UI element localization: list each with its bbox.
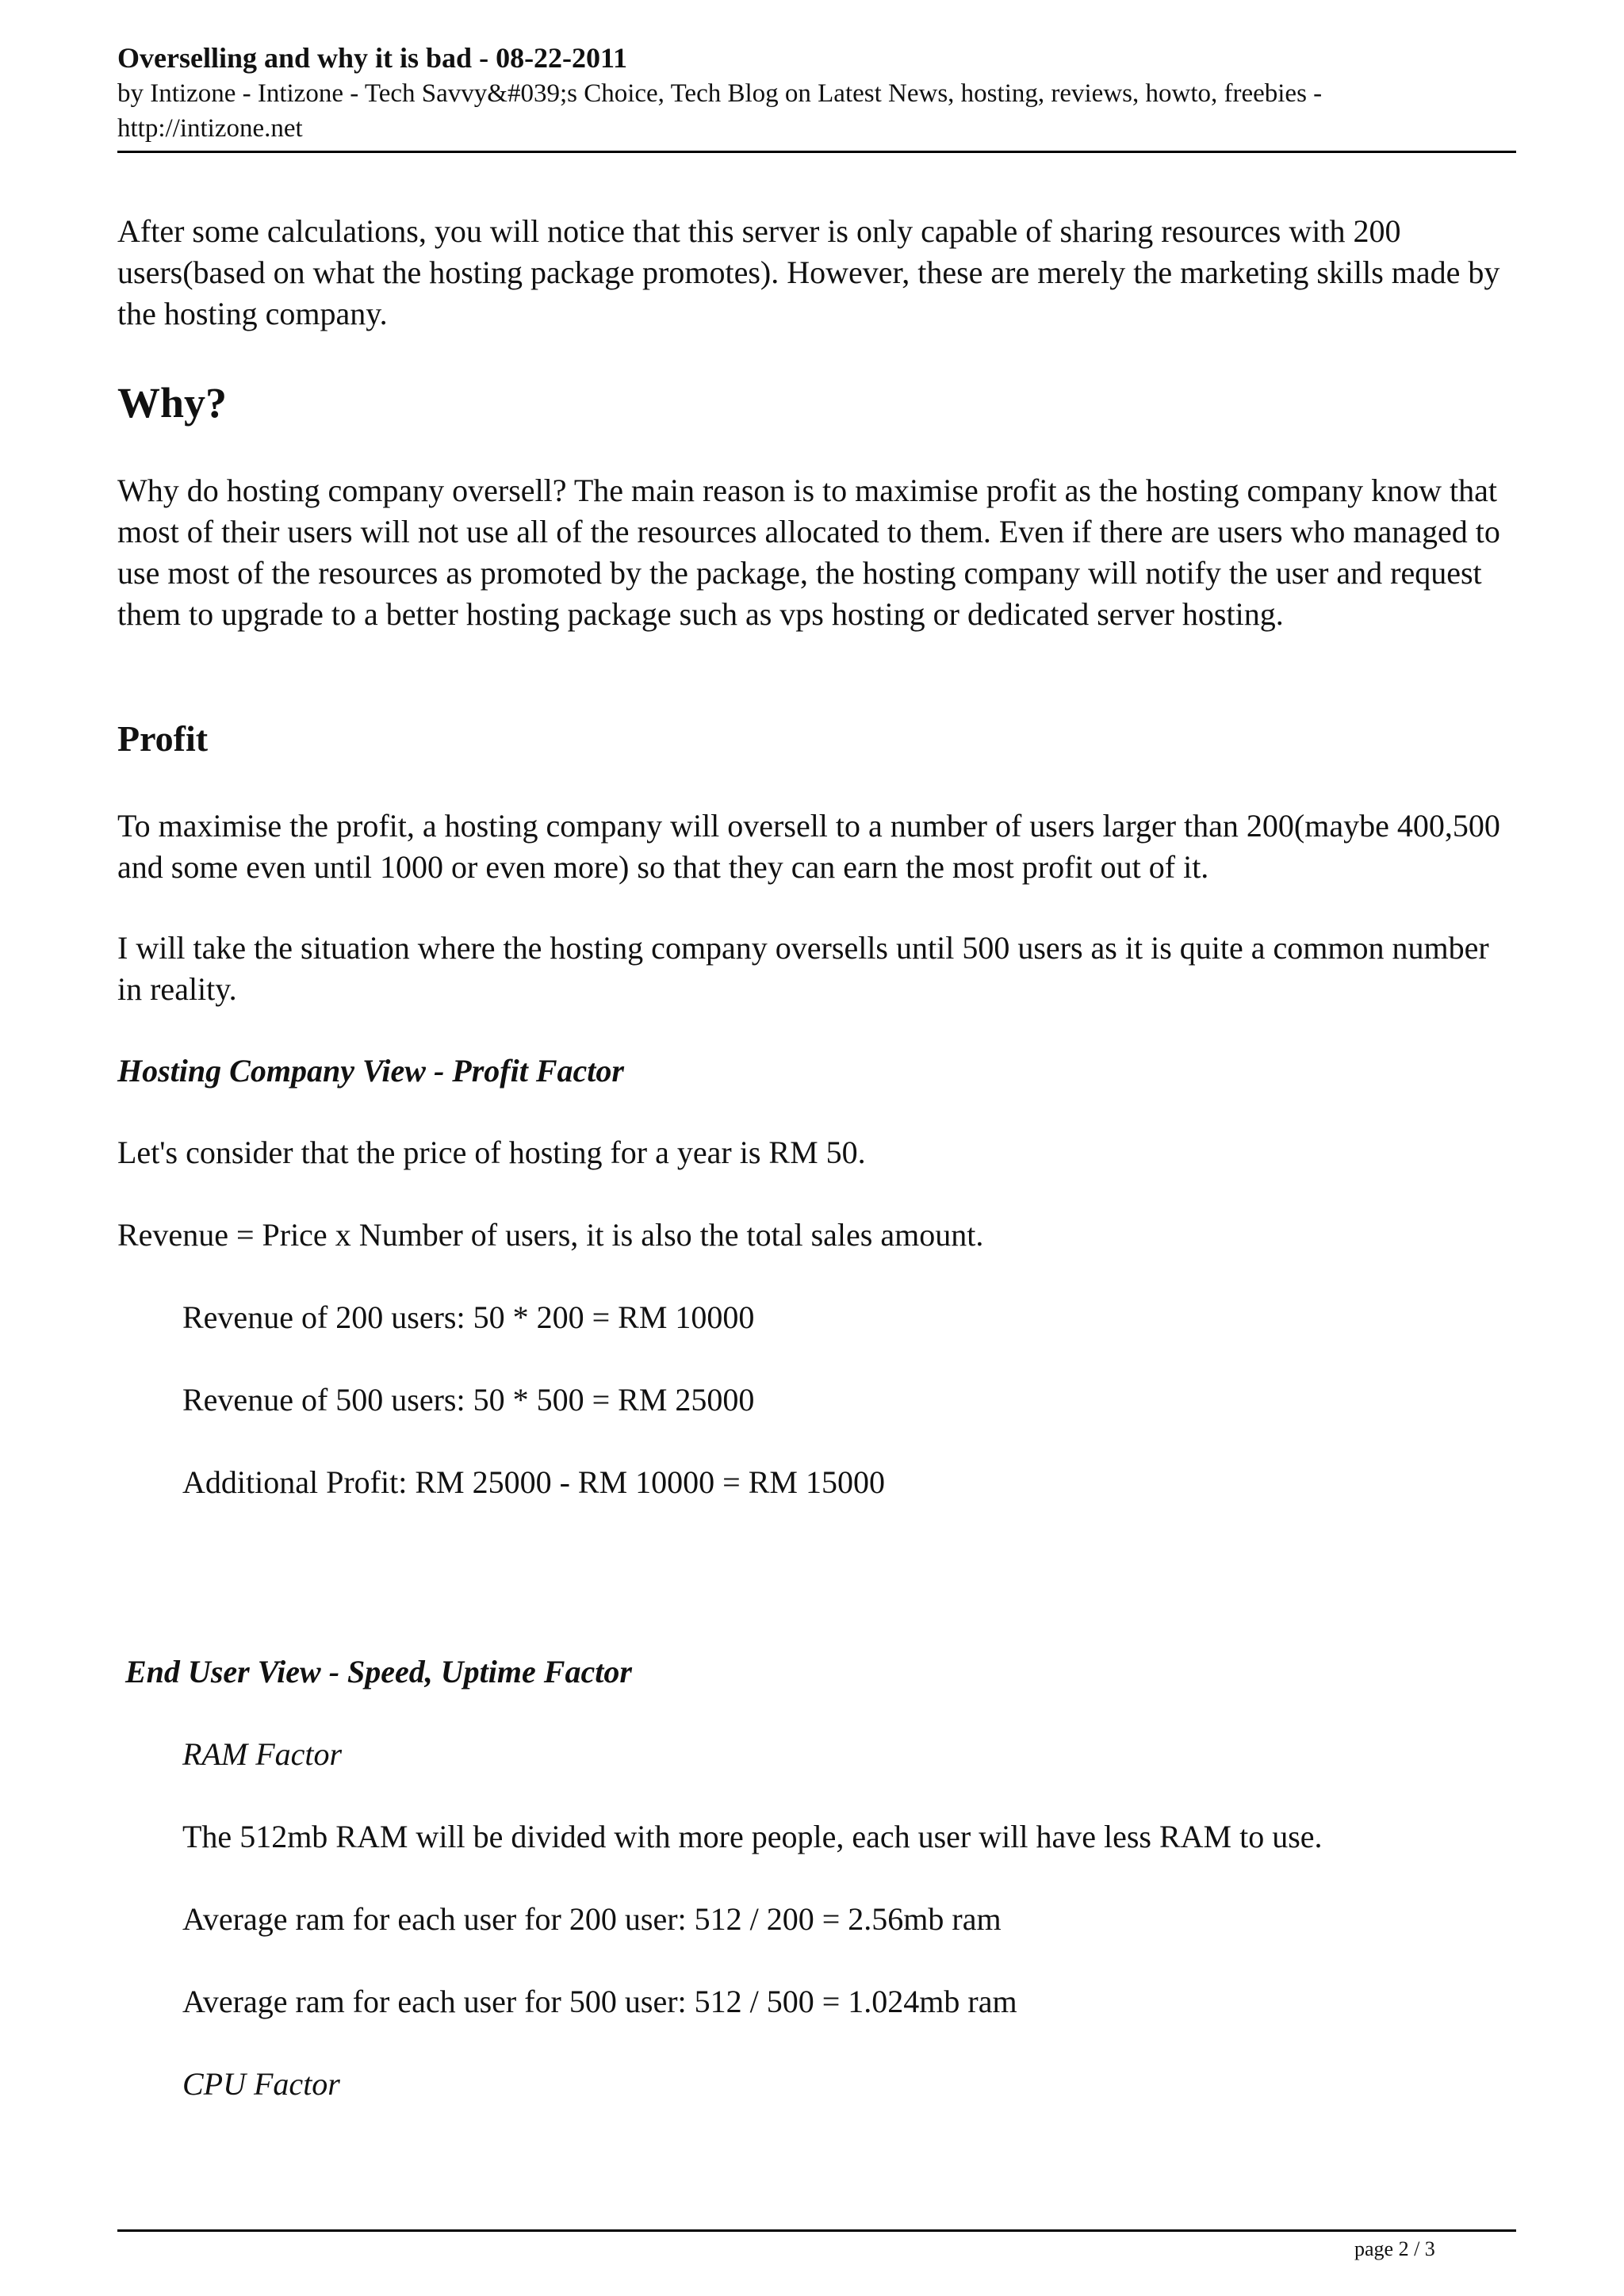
ram-paragraph: The 512mb RAM will be divided with more people, each user will have less RAM to use.	[182, 1819, 1323, 1854]
ram-200-line: Average ram for each user for 200 user: 512 / 200 = 2.56mb ram	[182, 1901, 1002, 1937]
footer-divider	[117, 2229, 1516, 2232]
price-paragraph: Let's consider that the price of hosting for a year is RM 50.	[117, 1135, 866, 1170]
additional-profit-line: Additional Profit: RM 25000 - RM 10000 = RM 15000	[182, 1464, 885, 1500]
page-number: page 2 / 3	[1354, 2237, 1435, 2260]
why-paragraph: Why do hosting company oversell? The main reason is to maximise profit as the hosting company know that most of their users will not use all of the resources allocated to them. Even if there are users who managed to use most of the resources as promoted by the package, the hosting company will notify the user and request them to upgrade to a better hosting package such as vps hosting or dedicated server hosting.	[117, 473, 1500, 632]
header-divider	[117, 151, 1516, 153]
ram-500-line: Average ram for each user for 500 user: 512 / 500 = 1.024mb ram	[182, 1984, 1017, 2019]
cpu-factor-label: CPU Factor	[182, 2066, 340, 2102]
intro-paragraph: After some calculations, you will notice that this server is only capable of sharing resources with 200 users(based on what the hosting package promotes). However, these are merely the marketing skills made by the hosting company.	[117, 213, 1500, 331]
profit-heading: Profit	[117, 718, 209, 759]
revenue-500-line: Revenue of 500 users: 50 * 500 = RM 25000	[182, 1382, 755, 1418]
end-user-view-heading: End User View - Speed, Uptime Factor	[125, 1654, 632, 1689]
hosting-view-heading: Hosting Company View - Profit Factor	[117, 1053, 624, 1089]
situation-paragraph: I will take the situation where the hosting company oversells until 500 users as it is quite a common number in reality.	[117, 930, 1489, 1007]
why-heading: Why?	[117, 379, 228, 427]
revenue-paragraph: Revenue = Price x Number of users, it is also the total sales amount.	[117, 1217, 984, 1253]
document-byline: by Intizone - Intizone - Tech Savvy&#039;s Choice, Tech Blog on Latest News, hosting, reviews, howto, freebies - http://intizone.net	[117, 79, 1323, 143]
revenue-200-line: Revenue of 200 users: 50 * 200 = RM 10000	[182, 1299, 755, 1335]
ram-factor-label: RAM Factor	[182, 1736, 343, 1772]
profit-paragraph: To maximise the profit, a hosting company will oversell to a number of users larger than 200(maybe 400,500 and some even until 1000 or even more) so that they can earn the most profit out of it.	[117, 808, 1500, 885]
document-title: Overselling and why it is bad - 08-22-2011	[117, 42, 628, 74]
